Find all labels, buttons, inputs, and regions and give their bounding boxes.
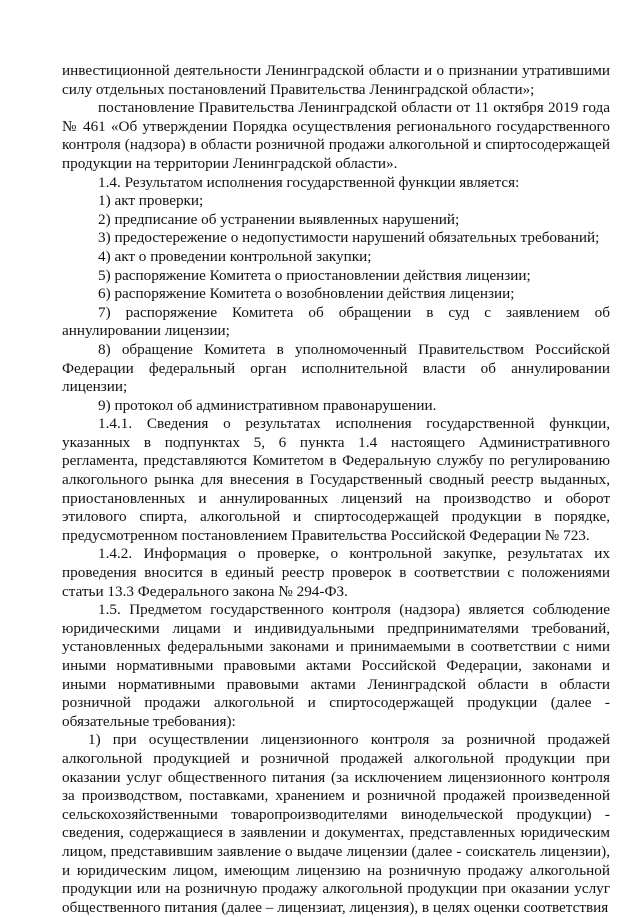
paragraph-1-4-heading: 1.4. Результатом исполнения государственной функции является:	[98, 173, 520, 191]
list-item-result-5: 5) распоряжение Комитета о приостановлении действия лицензии;	[98, 266, 531, 284]
list-item-result-6: 6) распоряжение Комитета о возобновлении действия лицензии;	[98, 285, 515, 303]
list-item-result-9: 9) протокол об административном правонарушении.	[98, 396, 437, 414]
paragraph-1-4-1: 1.4.1. Сведения о результатах исполнения государственной функции, указанных в подпунктах 5, 6 пункта 1.4 настоящего Административного регламента, представляются Комитетом в Федеральную службу по регулированию алкогольного рынка для внесения в Государственный сводный реестр выданных, приостановленных и аннулированных лицензий на производство и оборот этилового спирта, алкогольной и спиртосодержащей продукции в порядке, предусмотренном постановлением Правительства Российской Федерации № 723.	[62, 415, 610, 544]
list-item-requirement-1: 1) при осуществлении лицензионного контроля за розничной продажей алкогольной продукцией и розничной продажей алкогольной продукции при оказании услуг общественного питания (за исключением лицензионного контроля за производством, поставками, хранением и розничной продажей произведенной сельскохозяйственными товаропроизводителями винодельческой продукции) - сведения, содержащиеся в заявлении и документах, представленных юридическим лицом, представившим заявление о выдаче лицензии (далее - соискатель лицензии), и юридическим лицом, имеющим лицензию на розничную продажу алкогольной продукции или на розничную продажу алкогольной продукции при оказании услуг общественного питания (далее – лицензиат, лицензия), в целях оценки соответствия	[62, 731, 610, 916]
list-item-result-4: 4) акт о проведении контрольной закупки;	[98, 247, 372, 265]
list-item-result-1: 1) акт проверки;	[98, 192, 204, 210]
document-body	[62, 62, 610, 917]
list-item-result-2: 2) предписание об устранении выявленных нарушений;	[98, 210, 460, 228]
paragraph-1-5: 1.5. Предметом государственного контроля (надзора) является соблюдение юридическими лицами и индивидуальными предпринимателями требований, установленных федеральными законами и принимаемыми в соответствии с ними иными нормативными правовыми актами Российской Федерации, законами и иными нормативными правовыми актами Ленинградской области в области розничной продажи алкогольной и спиртосодержащей продукции (далее - обязательные требования):	[62, 601, 610, 730]
paragraph-intro-continuation: инвестиционной деятельности Ленинградской области и о признании утратившими силу отдельных постановлений Правительства Ленинградской области»;	[62, 62, 610, 98]
list-item-result-7: 7) распоряжение Комитета об обращении в суд с заявлением об аннулировании лицензии;	[62, 303, 610, 340]
paragraph-resolution-461: постановление Правительства Ленинградской области от 11 октября 2019 года № 461 «Об утверждении Порядка осуществления регионального государственного контроля (надзора) в области розничной продажи алкогольной и спиртосодержащей продукции на территории Ленинградской области».	[62, 99, 610, 172]
paragraph-1-4-2: 1.4.2. Информация о проверке, о контрольной закупке, результатах их проведения вносится в единый реестр проверок в соответствии с положениями статьи 13.3 Федерального закона № 294-ФЗ.	[62, 545, 610, 600]
list-item-result-3: 3) предостережение о недопустимости нарушений обязательных требований;	[98, 229, 600, 247]
list-item-result-8: 8) обращение Комитета в уполномоченный Правительством Российской Федерации федеральный орган исполнительной власти об аннулировании лицензии;	[62, 340, 610, 396]
